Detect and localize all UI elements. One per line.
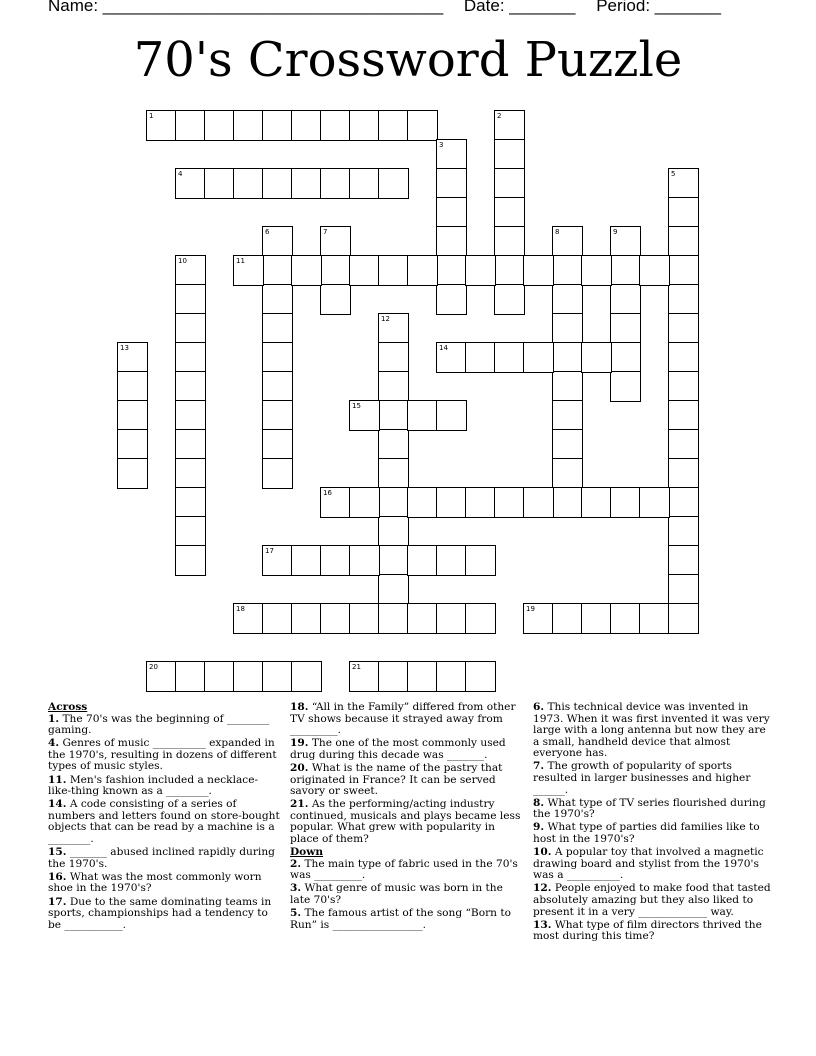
grid-cell[interactable] xyxy=(436,284,467,315)
grid-cell[interactable] xyxy=(320,545,351,576)
grid-cell[interactable] xyxy=(552,284,583,315)
grid-cell[interactable] xyxy=(668,371,699,402)
down-heading: Down xyxy=(290,846,324,859)
grid-cell[interactable] xyxy=(175,168,206,199)
grid-cell[interactable] xyxy=(378,487,409,518)
grid-cell[interactable] xyxy=(175,487,206,518)
grid-cell[interactable] xyxy=(117,458,148,489)
grid-cell[interactable] xyxy=(233,255,264,286)
grid-cell[interactable] xyxy=(378,458,409,489)
clue-text: What genre of music was born in the late 70's? xyxy=(290,882,503,906)
clue-across-15 xyxy=(48,847,280,870)
grid-cell[interactable] xyxy=(378,400,409,431)
clue-number: 19. xyxy=(290,737,309,750)
grid-cell[interactable] xyxy=(523,342,554,373)
grid-cell[interactable] xyxy=(436,661,467,692)
grid-cell[interactable] xyxy=(552,371,583,402)
clue-text: A popular toy that involved a magnetic drawing board and stylist from the 1970's was a __________. xyxy=(533,846,764,882)
grid-cell[interactable] xyxy=(175,458,206,489)
grid-cell[interactable] xyxy=(465,255,496,286)
grid-cell[interactable] xyxy=(378,371,409,402)
grid-cell[interactable] xyxy=(204,110,235,141)
clue-number: 12. xyxy=(533,882,552,895)
clue-across-21 xyxy=(290,799,524,845)
clue-down-3 xyxy=(290,883,524,906)
grid-cell[interactable] xyxy=(262,255,293,286)
grid-cell[interactable] xyxy=(552,400,583,431)
cell-number: 10 xyxy=(178,257,187,265)
grid-cell[interactable] xyxy=(668,313,699,344)
clue-text: “All in the Family” differed from other TV shows because it strayed away from _________. xyxy=(290,701,516,737)
grid-cell[interactable] xyxy=(320,284,351,315)
grid-cell[interactable] xyxy=(262,458,293,489)
grid-cell[interactable] xyxy=(349,110,380,141)
grid-cell[interactable] xyxy=(233,661,264,692)
grid-cell[interactable] xyxy=(668,458,699,489)
grid-cell[interactable] xyxy=(668,226,699,257)
clue-across-16 xyxy=(48,872,280,895)
grid-cell[interactable] xyxy=(291,255,322,286)
grid-cell[interactable] xyxy=(378,603,409,634)
grid-cell[interactable] xyxy=(465,487,496,518)
clue-number: 5. xyxy=(290,907,302,920)
clue-text: People enjoyed to make food that tasted absolutely amazing but they also liked to present it in a very _____________ way. xyxy=(533,882,771,918)
across-heading: Across xyxy=(48,701,88,713)
clue-text: _______ abused inclined rapidly during the 1970's. xyxy=(48,846,275,870)
period-field-label[interactable]: Period: _______ xyxy=(596,0,721,15)
grid-cell[interactable] xyxy=(175,545,206,576)
cell-number: 4 xyxy=(178,170,183,178)
grid-cell[interactable] xyxy=(494,342,525,373)
grid-cell[interactable] xyxy=(668,545,699,576)
cell-number: 2 xyxy=(497,112,502,120)
clue-number: 15. xyxy=(48,846,67,859)
grid-cell[interactable] xyxy=(175,284,206,315)
grid-cell[interactable] xyxy=(610,284,641,315)
clue-number: 8. xyxy=(533,796,545,809)
clue-text: The famous artist of the song “Born to Run” is _________________. xyxy=(290,907,511,931)
cell-number: 1 xyxy=(149,112,154,120)
grid-cell[interactable] xyxy=(494,197,525,228)
grid-cell[interactable] xyxy=(407,487,438,518)
clue-across-17 xyxy=(48,897,280,932)
clue-text: The growth of popularity of sports resulted in larger businesses and higher ______. xyxy=(533,760,751,796)
grid-cell[interactable] xyxy=(320,603,351,634)
grid-cell[interactable] xyxy=(436,545,467,576)
clue-number: 16. xyxy=(48,870,67,883)
grid-cell[interactable] xyxy=(175,400,206,431)
grid-cell[interactable] xyxy=(262,168,293,199)
grid-cell[interactable] xyxy=(581,255,612,286)
grid-cell[interactable] xyxy=(494,226,525,257)
grid-cell[interactable] xyxy=(175,516,206,547)
grid-cell[interactable] xyxy=(668,603,699,634)
clue-down-7 xyxy=(533,761,771,796)
clues-column-1 xyxy=(48,702,280,933)
clue-number: 2. xyxy=(290,857,302,870)
grid-cell[interactable] xyxy=(262,110,293,141)
grid-cell[interactable] xyxy=(349,487,380,518)
grid-cell[interactable] xyxy=(175,429,206,460)
clue-number: 21. xyxy=(290,798,309,811)
grid-cell[interactable] xyxy=(233,168,264,199)
grid-cell[interactable] xyxy=(262,226,293,257)
clue-number: 1. xyxy=(48,712,60,725)
cell-number: 12 xyxy=(381,315,390,323)
clue-text: What type of parties did families like to host in the 1970's? xyxy=(533,821,760,846)
clue-down-8 xyxy=(533,798,771,821)
grid-cell[interactable] xyxy=(436,197,467,228)
grid-cell[interactable] xyxy=(262,429,293,460)
cell-number: 13 xyxy=(120,344,129,352)
clue-across-14 xyxy=(48,799,280,845)
cell-number: 11 xyxy=(236,257,245,265)
cell-number: 5 xyxy=(671,170,676,178)
clue-number: 7. xyxy=(533,760,545,773)
grid-cell[interactable] xyxy=(465,342,496,373)
grid-cell[interactable] xyxy=(668,429,699,460)
grid-cell[interactable] xyxy=(436,487,467,518)
grid-cell[interactable] xyxy=(668,516,699,547)
grid-cell[interactable] xyxy=(320,226,351,257)
grid-cell[interactable] xyxy=(320,255,351,286)
cell-number: 20 xyxy=(149,663,158,671)
grid-cell[interactable] xyxy=(436,139,467,170)
clue-number: 6. xyxy=(533,701,545,713)
clues-column-2 xyxy=(290,702,524,933)
clue-number: 4. xyxy=(48,737,60,750)
grid-cell[interactable] xyxy=(378,574,409,605)
grid-cell[interactable] xyxy=(494,487,525,518)
grid-cell[interactable] xyxy=(552,429,583,460)
grid-cell[interactable] xyxy=(436,342,467,373)
grid-cell[interactable] xyxy=(378,429,409,460)
grid-cell[interactable] xyxy=(146,110,177,141)
grid-cell[interactable] xyxy=(378,661,409,692)
grid-cell[interactable] xyxy=(262,400,293,431)
clue-text: The one of the most commonly used drug during this decade was _______. xyxy=(290,737,506,761)
grid-cell[interactable] xyxy=(378,342,409,373)
grid-cell[interactable] xyxy=(291,661,322,692)
grid-cell[interactable] xyxy=(610,342,641,373)
grid-cell[interactable] xyxy=(668,255,699,286)
cell-number: 14 xyxy=(439,344,448,352)
grid-cell[interactable] xyxy=(262,661,293,692)
clue-across-11 xyxy=(48,775,280,798)
grid-cell[interactable] xyxy=(349,168,380,199)
grid-cell[interactable] xyxy=(262,313,293,344)
clue-text: The 70's was the beginning of ________ gaming. xyxy=(48,712,270,737)
grid-cell[interactable] xyxy=(349,661,380,692)
cell-number: 16 xyxy=(323,489,332,497)
clue-number: 13. xyxy=(533,918,552,931)
grid-cell[interactable] xyxy=(407,255,438,286)
clue-text: A code consisting of a series of numbers and letters found on store-bought objects that can be read by a machine is a ________. xyxy=(48,798,280,846)
grid-cell[interactable] xyxy=(378,313,409,344)
clue-text: Due to the same dominating teams in sports, championships had a tendency to be ___________. xyxy=(48,895,272,931)
page-title: 70's Crossword Puzzle xyxy=(133,32,683,88)
name-field-label[interactable]: Name: ____________________________________ xyxy=(48,0,444,15)
grid-cell[interactable] xyxy=(262,603,293,634)
grid-cell[interactable] xyxy=(349,255,380,286)
grid-cell[interactable] xyxy=(436,255,467,286)
clue-down-6 xyxy=(533,702,771,760)
grid-cell[interactable] xyxy=(523,487,554,518)
grid-cell[interactable] xyxy=(668,168,699,199)
grid-cell[interactable] xyxy=(378,255,409,286)
grid-cell[interactable] xyxy=(349,603,380,634)
grid-cell[interactable] xyxy=(552,603,583,634)
grid-cell[interactable] xyxy=(175,110,206,141)
grid-cell[interactable] xyxy=(523,603,554,634)
grid-cell[interactable] xyxy=(668,284,699,315)
grid-cell[interactable] xyxy=(436,603,467,634)
clue-number: 3. xyxy=(290,882,302,895)
grid-cell[interactable] xyxy=(175,255,206,286)
grid-cell[interactable] xyxy=(262,342,293,373)
clue-text: Genres of music __________ expanded in the 1970's, resulting in dozens of different types of music styles. xyxy=(48,737,277,773)
grid-cell[interactable] xyxy=(204,661,235,692)
grid-cell[interactable] xyxy=(552,487,583,518)
grid-cell[interactable] xyxy=(668,487,699,518)
grid-cell[interactable] xyxy=(465,603,496,634)
grid-cell[interactable] xyxy=(552,226,583,257)
grid-cell[interactable] xyxy=(175,661,206,692)
cell-number: 19 xyxy=(526,605,535,613)
clue-down-2 xyxy=(290,859,524,882)
grid-cell[interactable] xyxy=(494,255,525,286)
grid-cell[interactable] xyxy=(291,110,322,141)
grid-cell[interactable] xyxy=(407,603,438,634)
clue-text: What type of TV series flourished during the 1970's? xyxy=(533,796,766,821)
grid-cell[interactable] xyxy=(407,545,438,576)
clues-column-3 xyxy=(533,702,771,944)
grid-cell[interactable] xyxy=(494,110,525,141)
grid-cell[interactable] xyxy=(262,371,293,402)
grid-cell[interactable] xyxy=(146,661,177,692)
cell-number: 6 xyxy=(265,228,270,236)
grid-cell[interactable] xyxy=(610,255,641,286)
grid-cell[interactable] xyxy=(552,313,583,344)
grid-cell[interactable] xyxy=(465,545,496,576)
clue-down-13 xyxy=(533,920,771,943)
clue-down-5 xyxy=(290,908,524,931)
clue-number: 18. xyxy=(290,701,309,713)
grid-cell[interactable] xyxy=(233,603,264,634)
clue-text: What is the name of the pastry that originated in France? It can be served savory or sweet. xyxy=(290,761,503,798)
grid-cell[interactable] xyxy=(320,110,351,141)
clue-text: As the performing/acting industry continued, musicals and plays became less popular. What grew with popularity in place of them? xyxy=(290,798,521,846)
grid-cell[interactable] xyxy=(639,255,670,286)
cell-number: 21 xyxy=(352,663,361,671)
grid-cell[interactable] xyxy=(581,487,612,518)
date-field-label[interactable]: Date: _______ xyxy=(463,0,576,15)
grid-cell[interactable] xyxy=(552,342,583,373)
grid-cell[interactable] xyxy=(668,574,699,605)
cell-number: 3 xyxy=(439,141,444,149)
grid-cell[interactable] xyxy=(436,400,467,431)
clue-down-9 xyxy=(533,822,771,845)
grid-cell[interactable] xyxy=(320,168,351,199)
clue-number: 11. xyxy=(48,773,67,786)
clue-text: This technical device was invented in 1973. When it was first invented it was very large with a long antenna but now they are a small, handheld device that almost everyone has. xyxy=(533,701,770,760)
grid-cell[interactable] xyxy=(610,371,641,402)
grid-cell[interactable] xyxy=(436,226,467,257)
grid-cell[interactable] xyxy=(262,284,293,315)
clue-number: 14. xyxy=(48,798,67,811)
grid-cell[interactable] xyxy=(668,197,699,228)
grid-cell[interactable] xyxy=(320,487,351,518)
grid-cell[interactable] xyxy=(291,168,322,199)
clue-number: 9. xyxy=(533,821,545,834)
grid-cell[interactable] xyxy=(175,342,206,373)
grid-cell[interactable] xyxy=(552,255,583,286)
grid-cell[interactable] xyxy=(117,371,148,402)
grid-cell[interactable] xyxy=(407,400,438,431)
clue-text: The main type of fabric used in the 70's was _________. xyxy=(290,857,518,882)
grid-cell[interactable] xyxy=(639,487,670,518)
clue-number: 20. xyxy=(290,761,309,774)
grid-cell[interactable] xyxy=(349,400,380,431)
clue-down-10 xyxy=(533,847,771,882)
cell-number: 9 xyxy=(613,228,618,236)
grid-cell[interactable] xyxy=(233,110,264,141)
cell-number: 15 xyxy=(352,402,361,410)
grid-cell[interactable] xyxy=(117,342,148,373)
grid-cell[interactable] xyxy=(291,603,322,634)
cell-number: 7 xyxy=(323,228,328,236)
clue-across-4 xyxy=(48,738,280,773)
grid-cell[interactable] xyxy=(639,603,670,634)
grid-cell[interactable] xyxy=(378,516,409,547)
grid-cell[interactable] xyxy=(262,545,293,576)
grid-cell[interactable] xyxy=(581,342,612,373)
grid-cell[interactable] xyxy=(436,168,467,199)
grid-cell[interactable] xyxy=(204,168,235,199)
across-clues-part1 xyxy=(48,714,280,932)
grid-cell[interactable] xyxy=(552,458,583,489)
grid-cell[interactable] xyxy=(494,139,525,170)
clue-across-1 xyxy=(48,714,280,737)
grid-cell[interactable] xyxy=(378,168,409,199)
clue-text: Men's fashion included a necklace-like-thing known as a ________. xyxy=(48,773,259,798)
grid-cell[interactable] xyxy=(175,313,206,344)
grid-cell[interactable] xyxy=(494,284,525,315)
grid-cell[interactable] xyxy=(494,168,525,199)
clue-text: What type of film directors thrived the most during this time? xyxy=(533,918,762,943)
clue-across-20 xyxy=(290,763,524,798)
grid-cell[interactable] xyxy=(378,545,409,576)
cell-number: 8 xyxy=(555,228,560,236)
clue-number: 10. xyxy=(533,846,552,859)
grid-cell[interactable] xyxy=(610,603,641,634)
grid-cell[interactable] xyxy=(349,545,380,576)
clue-across-19 xyxy=(290,738,524,761)
grid-cell[interactable] xyxy=(465,661,496,692)
grid-cell[interactable] xyxy=(117,429,148,460)
grid-cell[interactable] xyxy=(610,313,641,344)
grid-cell[interactable] xyxy=(407,661,438,692)
grid-cell[interactable] xyxy=(378,110,409,141)
grid-cell[interactable] xyxy=(610,226,641,257)
grid-cell[interactable] xyxy=(117,400,148,431)
cell-number: 18 xyxy=(236,605,245,613)
grid-cell[interactable] xyxy=(175,371,206,402)
grid-cell[interactable] xyxy=(610,487,641,518)
clue-down-12 xyxy=(533,883,771,918)
grid-cell[interactable] xyxy=(668,342,699,373)
grid-cell[interactable] xyxy=(291,545,322,576)
grid-cell[interactable] xyxy=(407,110,438,141)
grid-cell[interactable] xyxy=(668,400,699,431)
grid-cell[interactable] xyxy=(581,603,612,634)
cell-number: 17 xyxy=(265,547,274,555)
clue-text: What was the most commonly worn shoe in the 1970's? xyxy=(48,870,262,895)
grid-cell[interactable] xyxy=(523,255,554,286)
clue-across-18 xyxy=(290,702,524,737)
clue-number: 17. xyxy=(48,895,67,908)
